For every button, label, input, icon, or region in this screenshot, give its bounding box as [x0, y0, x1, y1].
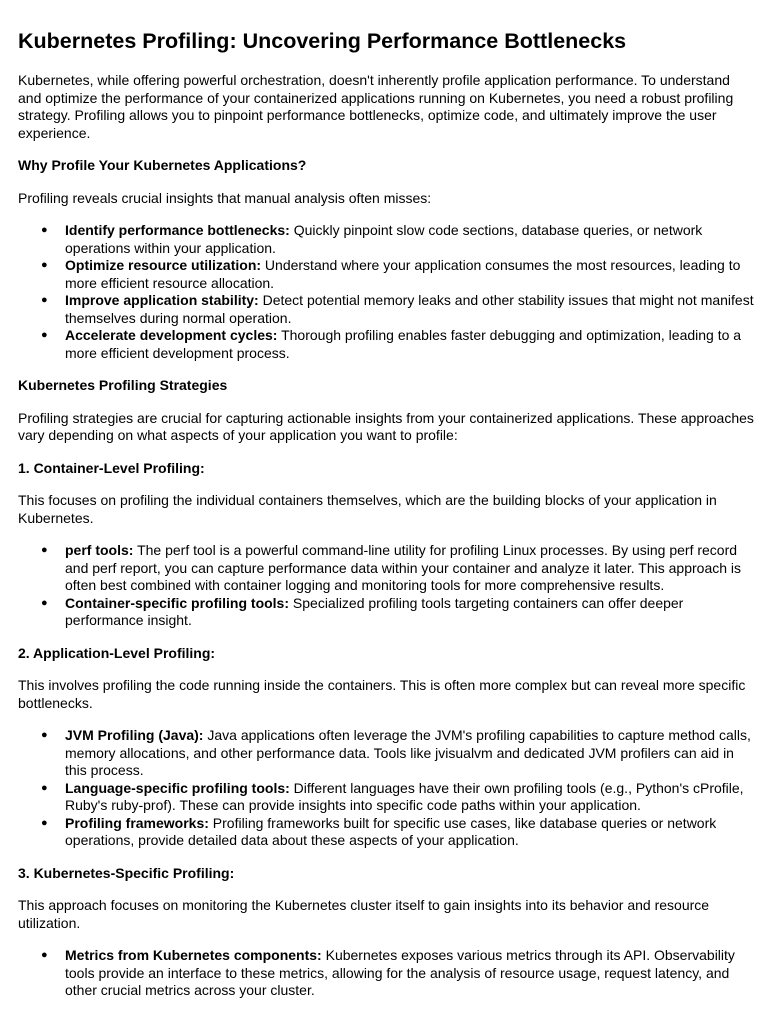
why-lead: Profiling reveals crucial insights that manual analysis often misses: [18, 189, 432, 206]
k8s-list [18, 947, 757, 1000]
why-heading: Why Profile Your Kubernetes Applications? [18, 157, 307, 173]
list-item [65, 947, 757, 1000]
list-item-text: Profiling frameworks built for specific use cases, like database queries or network operations, provide detailed data about these aspects of your application. [65, 814, 717, 848]
application-list [18, 727, 757, 850]
strategies-lead: Profiling strategies are crucial for capturing actionable insights from your containerized applications. These approaches vary depending on what aspects of your application you want to profile: [18, 409, 754, 443]
list-item-term: perf tools: [65, 542, 134, 558]
list-item [65, 327, 757, 362]
application-lead: This involves profiling the code running inside the containers. This is often more complex but can reveal more specific bottlenecks. [18, 677, 746, 711]
container-heading: 1. Container-Level Profiling: [18, 459, 205, 476]
k8s-lead: This approach focuses on monitoring the Kubernetes cluster itself to gain insights into its behavior and resource utilization. [18, 897, 710, 931]
list-item-term: Improve application stability: [65, 292, 259, 308]
list-item-term: Metrics from Kubernetes components: [65, 947, 322, 963]
list-item-text: Kubernetes exposes various metrics through its API. Observability tools provide an interface to these metrics, allowing for the analysis of resource usage, request latency, and other crucial metrics across your cluster. [65, 947, 735, 998]
list-item-text: Specialized profiling tools targeting containers can offer deeper performance insight. [65, 594, 684, 628]
list-item-term: Optimize resource utilization: [65, 257, 262, 273]
list-item-text: Thorough profiling enables faster debugging and optimization, leading to a more efficient development process. [65, 327, 742, 361]
why-list [18, 222, 757, 362]
list-item-term: Accelerate development cycles: [65, 327, 278, 343]
container-lead: This focuses on profiling the individual containers themselves, which are the building blocks of your application in Kubernetes. [18, 492, 717, 526]
page-title: Kubernetes Profiling: Uncovering Performance Bottlenecks [18, 29, 627, 53]
list-item-term: Container-specific profiling tools: [65, 594, 290, 611]
list-item-text: Detect potential memory leaks and other stability issues that might not manifest themselves during normal operation. [65, 292, 754, 326]
list-item-term: JVM Profiling (Java): [65, 727, 204, 743]
list-item [65, 595, 757, 630]
strategies-heading: Kubernetes Profiling Strategies [18, 377, 228, 393]
list-item [65, 780, 757, 815]
list-item-term: Profiling frameworks: [65, 814, 209, 831]
list-item [65, 727, 757, 780]
list-item-text: Understand where your application consumes the most resources, leading to more efficient resource allocation. [65, 257, 741, 291]
list-item-text: Quickly pinpoint slow code sections, database queries, or network operations within your application. [65, 222, 703, 256]
list-item-term: Language-specific profiling tools: [65, 779, 290, 796]
list-item [65, 222, 757, 257]
list-item-text: Different languages have their own profiling tools (e.g., Python's cProfile, Ruby's ruby-prof). These can provide insights into specific code paths within your application. [65, 779, 744, 813]
list-item [65, 542, 757, 595]
list-item-text: Java applications often leverage the JVM's profiling capabilities to capture method calls, memory allocations, and other performance data. Tools like jvisualvm and dedicated JVM profilers can aid in this process. [65, 727, 751, 778]
k8s-heading: 3. Kubernetes-Specific Profiling: [18, 864, 235, 881]
intro-paragraph: Kubernetes, while offering powerful orchestration, doesn't inherently profile application performance. To understand and optimize the performance of your containerized applications running on Kubernetes, you need a robust profiling strategy. Profiling allows you to pinpoint performance bottlenecks, optimize code, and ultimately improve the user experience. [18, 72, 734, 141]
list-item [65, 815, 757, 850]
list-item-text: The perf tool is a powerful command-line utility for profiling Linux processes. By using perf record and perf report, you can capture performance data within your container and analyze it later. This approach is often best combined with container logging and monitoring tools for more comprehensive results. [65, 542, 742, 593]
list-item-term: Identify performance bottlenecks: [65, 222, 290, 238]
list-item [65, 292, 757, 327]
list-item [65, 257, 757, 292]
container-list [18, 542, 757, 630]
application-heading: 2. Application-Level Profiling: [18, 644, 216, 661]
